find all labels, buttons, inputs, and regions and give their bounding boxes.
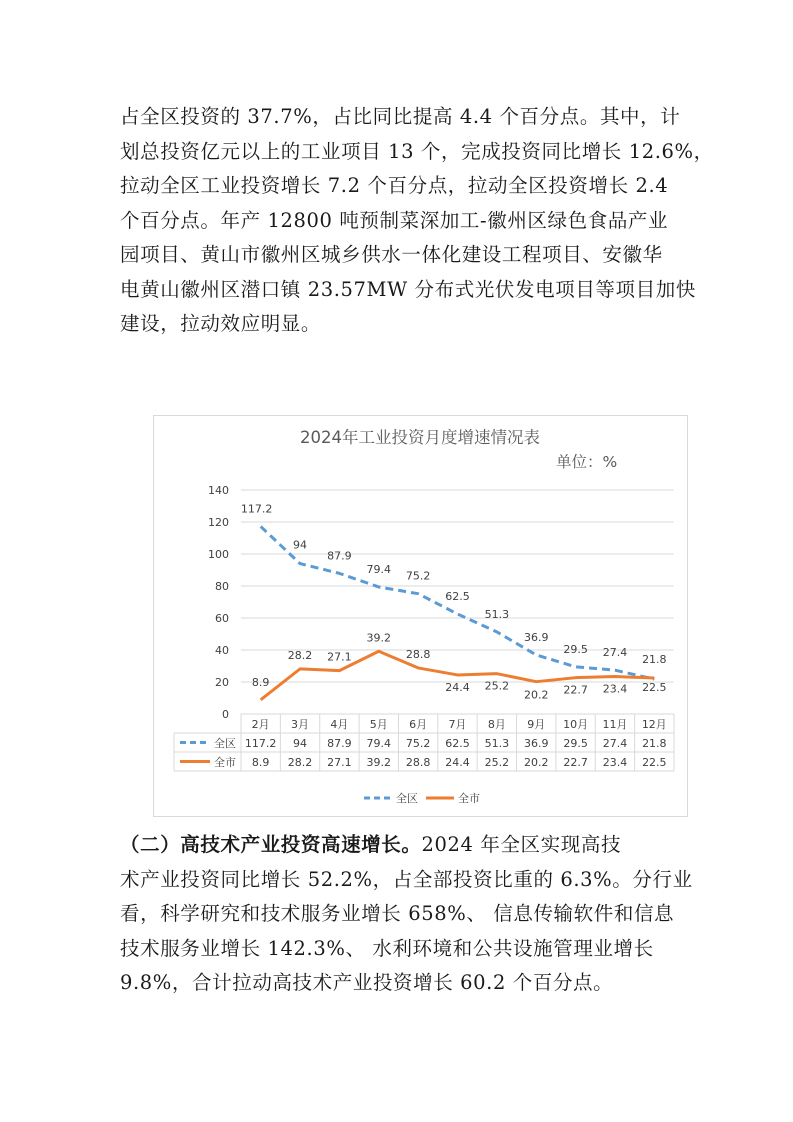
table-cell: 87.9: [327, 737, 352, 750]
y-tick-label: 60: [215, 612, 229, 625]
table-cell: 21.8: [642, 737, 667, 750]
chart-y-axis: [208, 484, 229, 721]
text-line: 电黄山徽州区潜口镇 23.57MW 分布式光伏发电项目等项目加快: [120, 277, 696, 301]
chart-series: [261, 526, 655, 699]
table-cell: 75.2: [405, 737, 431, 750]
text-line: 建设，拉动效应明显。: [120, 312, 322, 335]
data-label: 8.9: [251, 675, 270, 689]
data-label: 94: [293, 538, 308, 552]
data-label: 117.2: [240, 502, 273, 516]
y-tick-label: 120: [208, 516, 229, 529]
y-tick-label: 0: [222, 708, 229, 721]
data-label: 62.5: [445, 590, 470, 603]
category-label: 11月: [602, 718, 628, 731]
table-cell: 24.4: [445, 756, 470, 769]
category-label: 6月: [409, 718, 428, 731]
table-cell: 94: [293, 737, 308, 750]
data-label: 27.1: [327, 650, 352, 664]
chart-canvas: [154, 416, 687, 816]
table-cell: 20.2: [523, 756, 549, 769]
data-label: 75.2: [405, 569, 431, 583]
data-label: 51.3: [484, 607, 510, 621]
table-cell: 27.1: [327, 756, 352, 769]
data-label: 28.2: [287, 648, 313, 662]
table-cell: 23.4: [602, 756, 628, 769]
table-cell: 79.4: [366, 737, 392, 750]
section-heading: （二）高技术产业投资高速增长。: [120, 833, 422, 856]
table-series-name: 全区: [214, 737, 236, 750]
y-tick-label: 20: [215, 676, 229, 689]
text-line: 术产业投资同比增长 52.2%，占全部投资比重的 6.3%。分行业: [120, 867, 693, 891]
chart-data-table: [174, 714, 674, 771]
text-line: 个百分点。年产 12800 吨预制菜深加工-徽州区绿色食品产业: [120, 208, 669, 232]
data-label: 27.4: [602, 646, 628, 660]
y-tick-label: 80: [215, 580, 229, 593]
category-label: 2月: [251, 718, 270, 731]
paragraph-hightech-investment: [120, 828, 693, 1001]
table-cell: 62.5: [445, 737, 470, 750]
table-cell: 28.8: [405, 756, 431, 769]
text-line: 占全区投资的 37.7%，占比同比提高 4.4 个百分点。其中，计: [120, 105, 681, 128]
table-cell: 25.2: [484, 756, 510, 769]
data-label: 28.8: [405, 647, 431, 661]
legend-label: 全区: [396, 792, 418, 805]
text-line: 2024 年全区实现高技: [421, 833, 622, 856]
category-label: 10月: [563, 718, 589, 731]
category-label: 7月: [448, 718, 467, 731]
table-cell: 39.2: [366, 756, 392, 769]
text-line: 拉动全区工业投资增长 7.2 个百分点，拉动全区投资增长 2.4: [120, 174, 669, 197]
table-cell: 22.7: [563, 756, 588, 769]
data-label: 22.5: [642, 681, 667, 694]
data-label: 36.9: [523, 630, 549, 644]
table-cell: 117.2: [244, 737, 277, 750]
table-cell: 22.5: [642, 756, 667, 769]
data-label: 20.2: [523, 688, 549, 702]
data-label: 79.4: [366, 562, 392, 576]
table-cell: 28.2: [287, 756, 313, 769]
table-cell: 8.9: [251, 756, 270, 769]
text-line: 技术服务业增长 142.3%、 水利环境和公共设施管理业增长: [120, 936, 654, 960]
text-line: 园项目、黄山市徽州区城乡供水一体化建设工程项目、安徽华: [120, 243, 663, 266]
table-series-name: 全市: [214, 756, 236, 769]
data-label: 21.8: [642, 653, 667, 667]
chart-unit-label: 单位：%: [556, 453, 618, 471]
data-label: 29.5: [563, 642, 588, 656]
legend-label: 全市: [458, 792, 480, 805]
category-label: 8月: [487, 718, 506, 731]
data-label: 23.4: [602, 682, 628, 696]
text-line: 看，科学研究和技术服务业增长 658%、 信息传输软件和信息: [120, 902, 675, 925]
chart-title: 2024年工业投资月度增速情况表: [300, 428, 540, 447]
category-label: 12月: [641, 718, 667, 731]
text-line: 划总投资亿元以上的工业项目 13 个，完成投资同比增长 12.6%，: [120, 139, 714, 163]
category-label: 5月: [369, 718, 388, 731]
y-tick-label: 40: [215, 644, 229, 657]
data-label: 87.9: [327, 549, 352, 563]
category-label: 4月: [330, 718, 349, 731]
paragraph-industrial-investment: [120, 100, 714, 342]
table-cell: 27.4: [602, 737, 628, 750]
data-label: 39.2: [366, 631, 392, 645]
y-tick-label: 140: [208, 484, 229, 497]
data-label: 24.4: [445, 680, 470, 694]
investment-growth-chart: [153, 415, 688, 817]
y-tick-label: 100: [208, 548, 229, 561]
table-cell: 29.5: [563, 737, 588, 750]
chart-legend: [364, 791, 480, 805]
data-label: 25.2: [484, 679, 510, 693]
table-cell: 51.3: [484, 737, 510, 750]
chart-data-labels: [241, 502, 667, 701]
category-label: 9月: [527, 718, 546, 731]
category-label: 3月: [291, 718, 310, 731]
table-cell: 36.9: [523, 737, 549, 750]
text-line: 9.8%，合计拉动高技术产业投资增长 60.2 个百分点。: [120, 971, 614, 994]
data-label: 22.7: [563, 683, 588, 697]
